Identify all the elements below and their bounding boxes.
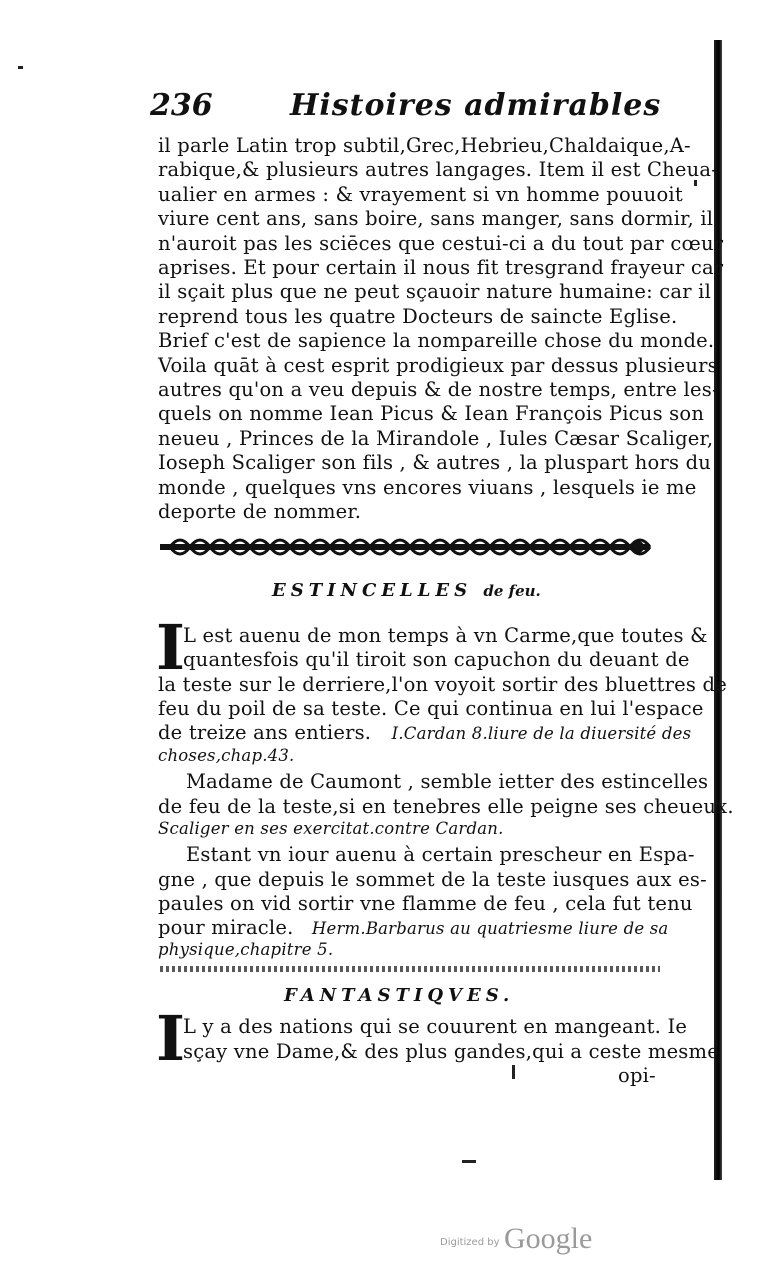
text-line: rabique,& plusieurs autres langages. Item il est Cheua- bbox=[158, 158, 719, 181]
text-line: Madame de Caumont , semble ietter des estincelles bbox=[186, 770, 709, 793]
text-line: L est auenu de mon temps à vn Carme,que toutes & bbox=[183, 624, 708, 647]
text-line: neueu , Princes de la Mirandole , Iules Cæsar Scaliger, bbox=[158, 427, 714, 450]
text-line: la teste sur le derriere,l'on voyoit sortir des bluettres de bbox=[158, 673, 727, 696]
text-line: Brief c'est de sapience la nompareille chose du monde. bbox=[158, 329, 715, 352]
section-title-suffix: de feu. bbox=[483, 582, 541, 600]
text-line: feu du poil de sa teste. Ce qui continua en lui l'espace bbox=[158, 697, 704, 720]
text-line: il sçait plus que ne peut sçauoir nature humaine: car il bbox=[158, 280, 712, 303]
ink-speck bbox=[512, 1065, 515, 1079]
google-wordmark: Google bbox=[504, 1222, 593, 1255]
text-line: L y a des nations qui se couurent en mangeant. Ie bbox=[183, 1015, 688, 1038]
ornament-band bbox=[160, 532, 660, 562]
citation: physique,chapitre 5. bbox=[158, 940, 334, 959]
digitized-watermark bbox=[440, 1222, 640, 1256]
text-line: gne , que depuis le sommet de la teste iusques aux es- bbox=[158, 868, 707, 891]
text-line bbox=[158, 721, 691, 744]
citation: I.Cardan 8.liure de la diuersité des bbox=[391, 724, 692, 743]
page-number: 236 bbox=[150, 88, 213, 123]
text-line: viure cent ans, sans boire, sans manger, sans dormir, il bbox=[158, 207, 714, 230]
text-line: deporte de nommer. bbox=[158, 500, 362, 523]
text-line: il parle Latin trop subtil,Grec,Hebrieu,Chaldaique,A- bbox=[158, 134, 691, 157]
page-edge-shadow bbox=[714, 40, 722, 1180]
text-line: ualier en armes : & vrayement si vn homme pouuoit bbox=[158, 183, 683, 206]
citation: choses,chap.43. bbox=[158, 746, 295, 765]
citation: Herm.Barbarus au quatriesme liure de sa bbox=[311, 919, 669, 938]
text-line: Ioseph Scaliger son fils , & autres , la pluspart hors du bbox=[158, 451, 712, 474]
running-header bbox=[150, 88, 670, 128]
text-line: Voila quāt à cest esprit prodigieux par dessus plusieurs bbox=[158, 354, 718, 377]
section-title-estincelles bbox=[272, 580, 541, 601]
text-line: aprises. Et pour certain il nous fit tresgrand frayeur car bbox=[158, 256, 724, 279]
text-line: de feu de la teste,si en tenebres elle peigne ses cheueux. bbox=[158, 795, 734, 818]
text-run: pour miracle. bbox=[158, 916, 294, 939]
text-line: quantesfois qu'il tiroit son capuchon du deuant de bbox=[183, 648, 690, 671]
text-line: sçay vne Dame,& des plus gandes,qui a ceste mesme bbox=[183, 1040, 719, 1063]
text-run: de treize ans entiers. bbox=[158, 721, 372, 744]
section-title-fantastiques: FANTASTIQVES. bbox=[284, 985, 515, 1006]
text-line: n'auroit pas les sciēces que cestui-ci a du tout par cœur bbox=[158, 232, 724, 255]
text-line bbox=[158, 916, 668, 939]
catchword: opi- bbox=[618, 1064, 656, 1087]
text-line: autres qu'on a veu depuis & de nostre temps, entre les- bbox=[158, 378, 719, 401]
citation: Scaliger en ses exercitat.contre Cardan. bbox=[158, 819, 504, 838]
text-line: Estant vn iour auenu à certain prescheur en Espa- bbox=[186, 843, 695, 866]
drop-cap: I bbox=[156, 1002, 186, 1075]
text-line: quels on nomme Iean Picus & Iean François Picus son bbox=[158, 402, 705, 425]
drop-cap: I bbox=[156, 611, 186, 684]
text-line: monde , quelques vns encores viuans , lesquels ie me bbox=[158, 476, 697, 499]
text-line: reprend tous les quatre Docteurs de saincte Eglise. bbox=[158, 305, 678, 328]
section-title-main: ESTINCELLES bbox=[272, 580, 473, 601]
ink-speck bbox=[462, 1160, 476, 1163]
dotted-rule bbox=[160, 966, 660, 972]
ink-speck bbox=[18, 66, 23, 69]
text-line: paules on vid sortir vne flamme de feu , cela fut tenu bbox=[158, 892, 693, 915]
running-title: Histoires admirables bbox=[290, 88, 662, 123]
watermark-small: Digitized by bbox=[440, 1237, 500, 1248]
